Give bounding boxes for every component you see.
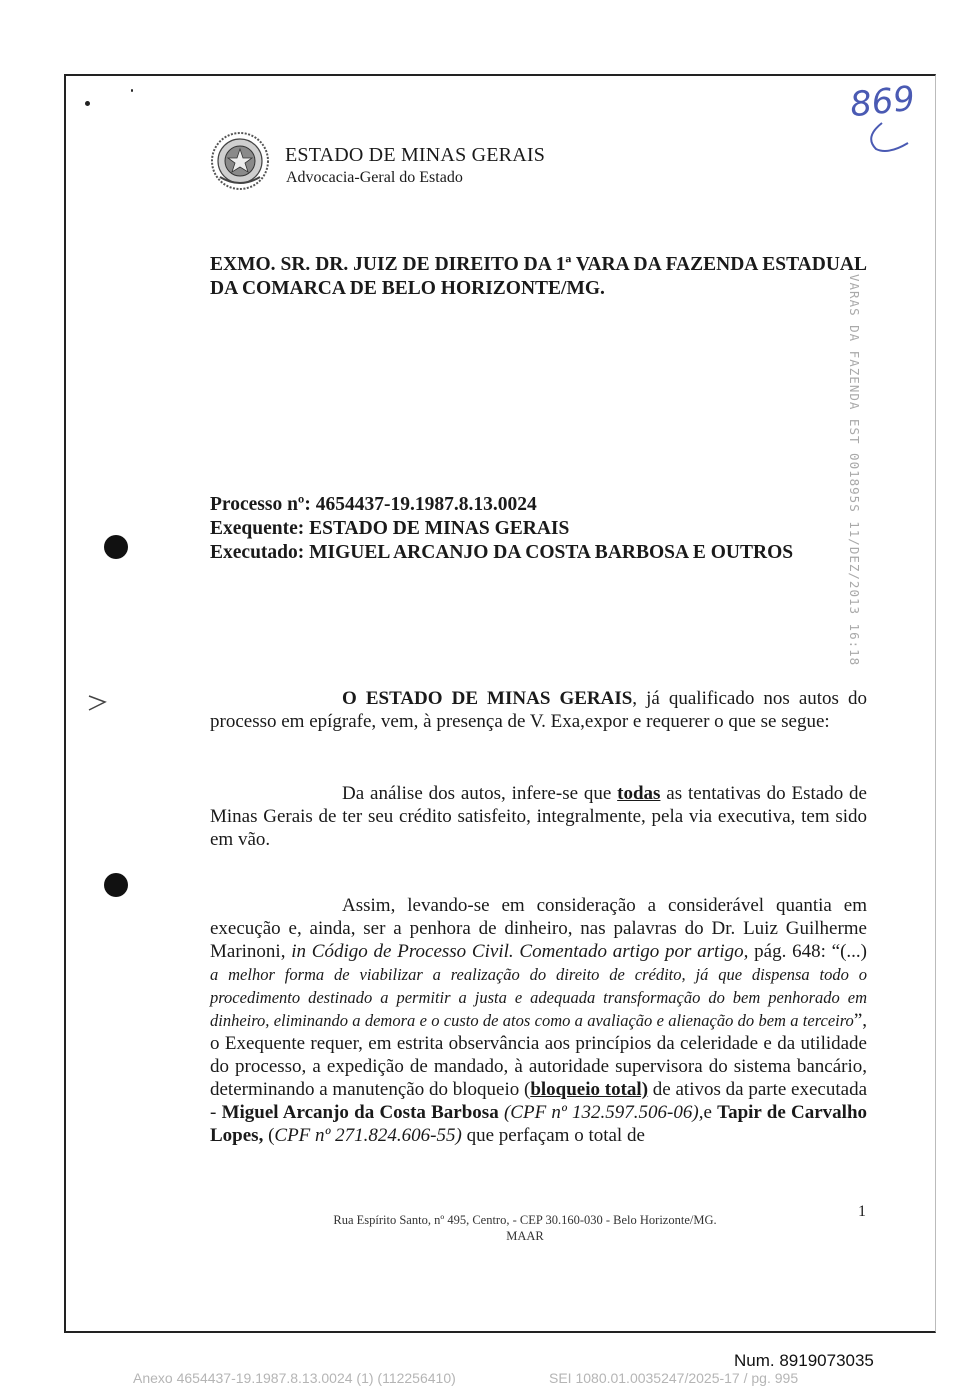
processo-line — [210, 493, 793, 517]
paragraph-intro — [210, 687, 867, 733]
processo-value: 4654437-19.1987.8.13.0024 — [315, 494, 537, 515]
sei-reference: SEI 1080.01.0035247/2025-17 / pg. 995 — [549, 1370, 799, 1386]
ink-speck — [85, 101, 90, 106]
paragraph-analysis — [210, 782, 867, 851]
footer — [280, 1212, 770, 1244]
page-number: 1 — [858, 1203, 866, 1220]
exequente-line — [210, 517, 793, 541]
request-text-6: que perfaçam o total de — [461, 1125, 645, 1146]
paragraph-request — [210, 894, 867, 1147]
request-text-5b: ( — [263, 1125, 275, 1146]
handwritten-initial-mark — [860, 115, 915, 160]
receipt-stamp — [847, 262, 884, 667]
margin-arrow-mark — [86, 693, 108, 713]
intro-party: O ESTADO DE MINAS GERAIS — [342, 688, 633, 709]
receipt-stamp-text: VARAS DA FAZENDA EST 001895S 11/DEZ/2013 16:18 — [847, 274, 862, 667]
punch-hole — [104, 873, 128, 897]
annex-reference: Anexo 4654437-19.1987.8.13.0024 (1) (112256410) — [133, 1370, 456, 1386]
processo-label: Processo nº: — [210, 494, 311, 515]
analysis-emphasis: todas — [617, 783, 661, 804]
analysis-text-b: as tentativas do Estado de Minas Gerais de ter seu crédito satisfeito, integralmente, pela via executiva, tem sido em vão. — [210, 783, 867, 850]
handwritten-page-number: 869 — [848, 78, 917, 126]
debtor-cpf-1: (CPF nº 132.597.506-06), — [498, 1102, 704, 1123]
case-info — [210, 493, 793, 565]
ink-speck — [131, 89, 133, 92]
addressee: EXMO. SR. DR. JUIZ DE DIREITO DA 1ª VARA DA FAZENDA ESTADUAL DA COMARCA DE BELO HORIZONTE/MG. — [210, 254, 867, 299]
document-num-id: Num. 8919073035 — [734, 1351, 874, 1370]
footer-address: Rua Espírito Santo, nº 495, Centro, - CEP 30.160-030 - Belo Horizonte/MG. — [333, 1213, 717, 1227]
debtor-cpf-2: CPF nº 271.824.606-55) — [274, 1125, 462, 1146]
executado-value: MIGUEL ARCANJO DA COSTA BARBOSA E OUTROS — [309, 542, 794, 563]
exequente-label: Exequente: — [210, 518, 305, 539]
request-bloqueio: bloqueio total) — [530, 1079, 649, 1100]
exequente-value: ESTADO DE MINAS GERAIS — [309, 518, 570, 539]
executado-line — [210, 541, 793, 565]
request-text-1: Assim, levando-se em consideração a considerável quantia em execução e, ainda, ser a penhora de dinheiro, nas palavras do Dr. Luiz Guilherme Marinoni, — [210, 895, 867, 962]
punch-hole — [104, 535, 128, 559]
org-subtitle: Advocacia-Geral do Estado — [286, 169, 463, 186]
footer-initials: MAAR — [506, 1229, 544, 1243]
coat-of-arms-seal-icon — [210, 131, 270, 191]
debtor-name-1: Miguel Arcanjo da Costa Barbosa — [221, 1102, 499, 1123]
executado-label: Executado: — [210, 542, 305, 563]
request-text-2: pág. 648: “(...) — [748, 941, 867, 962]
intro-text: , já qualificado nos autos do processo em epígrafe, vem, à presença de V. Exa,expor e requerer o que se segue: — [210, 688, 867, 732]
request-text-3: ”, o Exequente requer, em estrita observância aos princípios da celeridade e da utilidade do processo, a expedição de mandado, à autoridade supervisora do sistema bancário, determinando a manutenção do bloqueio ( — [210, 1010, 867, 1100]
request-text-5: e — [703, 1102, 718, 1123]
request-quote: a melhor forma de viabilizar a realização do direito de crédito, já que dispensa todo o procedimento destinado a permitir a justa e adequada transformação do bem penhorado em dinheiro, eliminando a demora e o custo de atos como a avaliação e alienação do bem a terceiro — [210, 965, 867, 1030]
org-name: ESTADO DE MINAS GERAIS — [285, 144, 546, 166]
request-citation: in Código de Processo Civil. Comentado artigo por artigo, — [291, 941, 749, 962]
debtor-name-2: Tapir de Carvalho Lopes, — [210, 1102, 868, 1146]
analysis-text-a: Da análise dos autos, infere-se que — [342, 783, 618, 804]
request-text-4: de ativos da parte executada - — [210, 1079, 867, 1123]
